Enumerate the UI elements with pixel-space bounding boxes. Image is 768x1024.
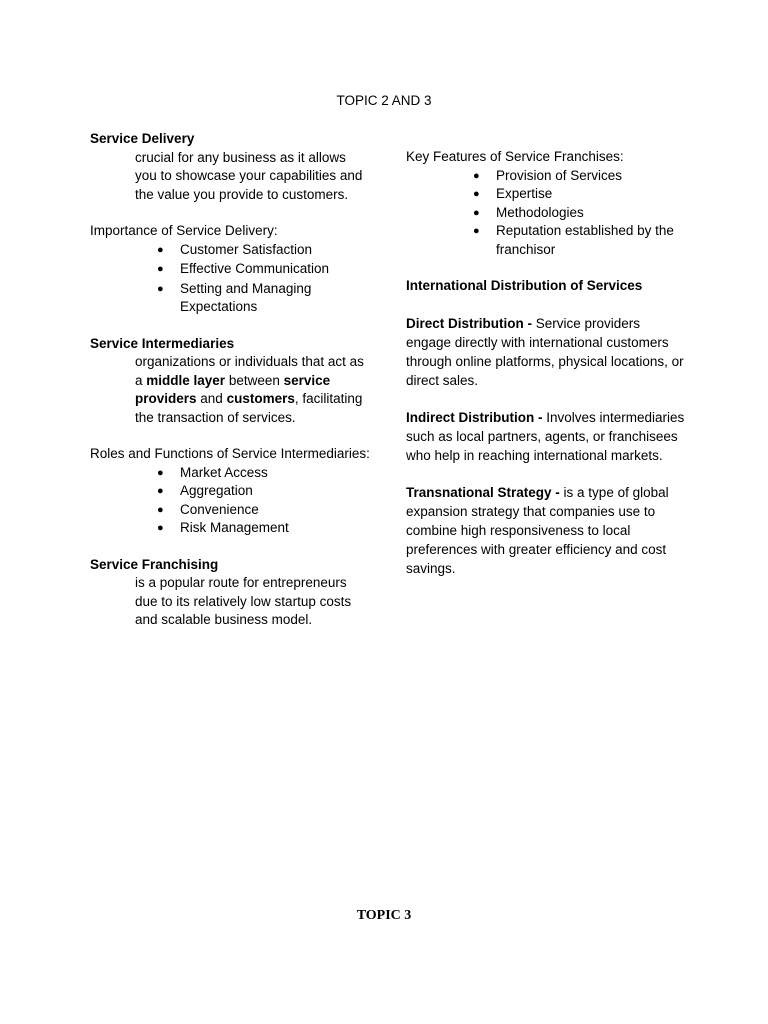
list-item: ● Expertise — [473, 185, 686, 204]
middle-layer-term: middle layer — [146, 372, 226, 388]
indirect-distribution-term: Indirect Distribution - — [406, 409, 543, 425]
roles-list — [157, 464, 370, 538]
list-item: ● Risk Management — [157, 519, 370, 538]
service-delivery-text: crucial for any business as it allows you to showcase your capabilities and the value you provide to customers. — [135, 149, 363, 202]
intermediaries-text-2: between — [225, 372, 284, 388]
intermediaries-text-3: and — [196, 391, 227, 406]
list-item: ● Reputation established by the franchisor — [473, 222, 686, 259]
list-item: ● Aggregation — [157, 482, 370, 501]
intermediaries-text-4: , facilitating the transaction of services. — [135, 391, 363, 425]
franchising-text: is a popular route for entrepreneurs due to its relatively low startup costs and scalable business model. — [135, 575, 352, 627]
service-delivery-section — [90, 130, 370, 204]
indirect-distribution — [406, 408, 686, 465]
list-item: ● Provision of Services — [473, 167, 686, 186]
list-item: ● Methodologies — [473, 204, 686, 223]
service-delivery-heading: Service Delivery — [90, 131, 195, 146]
roles-section — [90, 445, 370, 538]
page-title: TOPIC 2 AND 3 — [336, 93, 432, 108]
direct-distribution — [406, 314, 686, 390]
importance-section — [90, 222, 370, 317]
indirect-distribution-text: Involves intermediaries such as local partners, agents, or franchisees who help in reaching international markets. — [406, 409, 685, 463]
importance-list — [157, 241, 370, 317]
direct-distribution-text: Service providers engage directly with international customers through online platforms, physical locations, or direct sales. — [406, 315, 684, 388]
list-item: ● Convenience — [157, 501, 370, 520]
transnational-strategy — [406, 483, 686, 578]
importance-heading: Importance of Service Delivery: — [90, 223, 278, 238]
footer-title: TOPIC 3 — [356, 908, 412, 923]
right-column — [406, 148, 686, 596]
roles-heading: Roles and Functions of Service Intermediaries: — [90, 446, 370, 461]
key-features-list — [473, 167, 686, 260]
left-column — [90, 130, 370, 648]
list-item: ● Effective Communication — [157, 260, 370, 279]
franchising-section — [90, 556, 370, 630]
key-features-heading: Key Features of Service Franchises: — [406, 149, 624, 164]
intermediaries-heading: Service Intermediaries — [90, 335, 235, 351]
transnational-strategy-term: Transnational Strategy - — [406, 484, 560, 500]
intermediaries-text — [135, 353, 370, 427]
direct-distribution-term: Direct Distribution - — [406, 315, 533, 331]
transnational-strategy-text: is a type of global expansion strategy that companies use to combine high responsiveness to local preferences with greater efficiency and cost savings. — [406, 484, 669, 576]
key-features-section — [406, 148, 686, 259]
list-item: ● Setting and Managing Expectations — [157, 280, 370, 317]
list-item: ● Customer Satisfaction — [157, 241, 370, 260]
list-item: ● Market Access — [157, 464, 370, 483]
international-heading: International Distribution of Services — [406, 278, 643, 293]
service-providers-term: service providers — [135, 372, 331, 406]
customers-term: customers — [226, 391, 295, 406]
intermediaries-section — [90, 335, 370, 428]
franchising-heading: Service Franchising — [90, 556, 219, 572]
intermediaries-text-1: organizations or individuals that act as a — [135, 354, 364, 388]
